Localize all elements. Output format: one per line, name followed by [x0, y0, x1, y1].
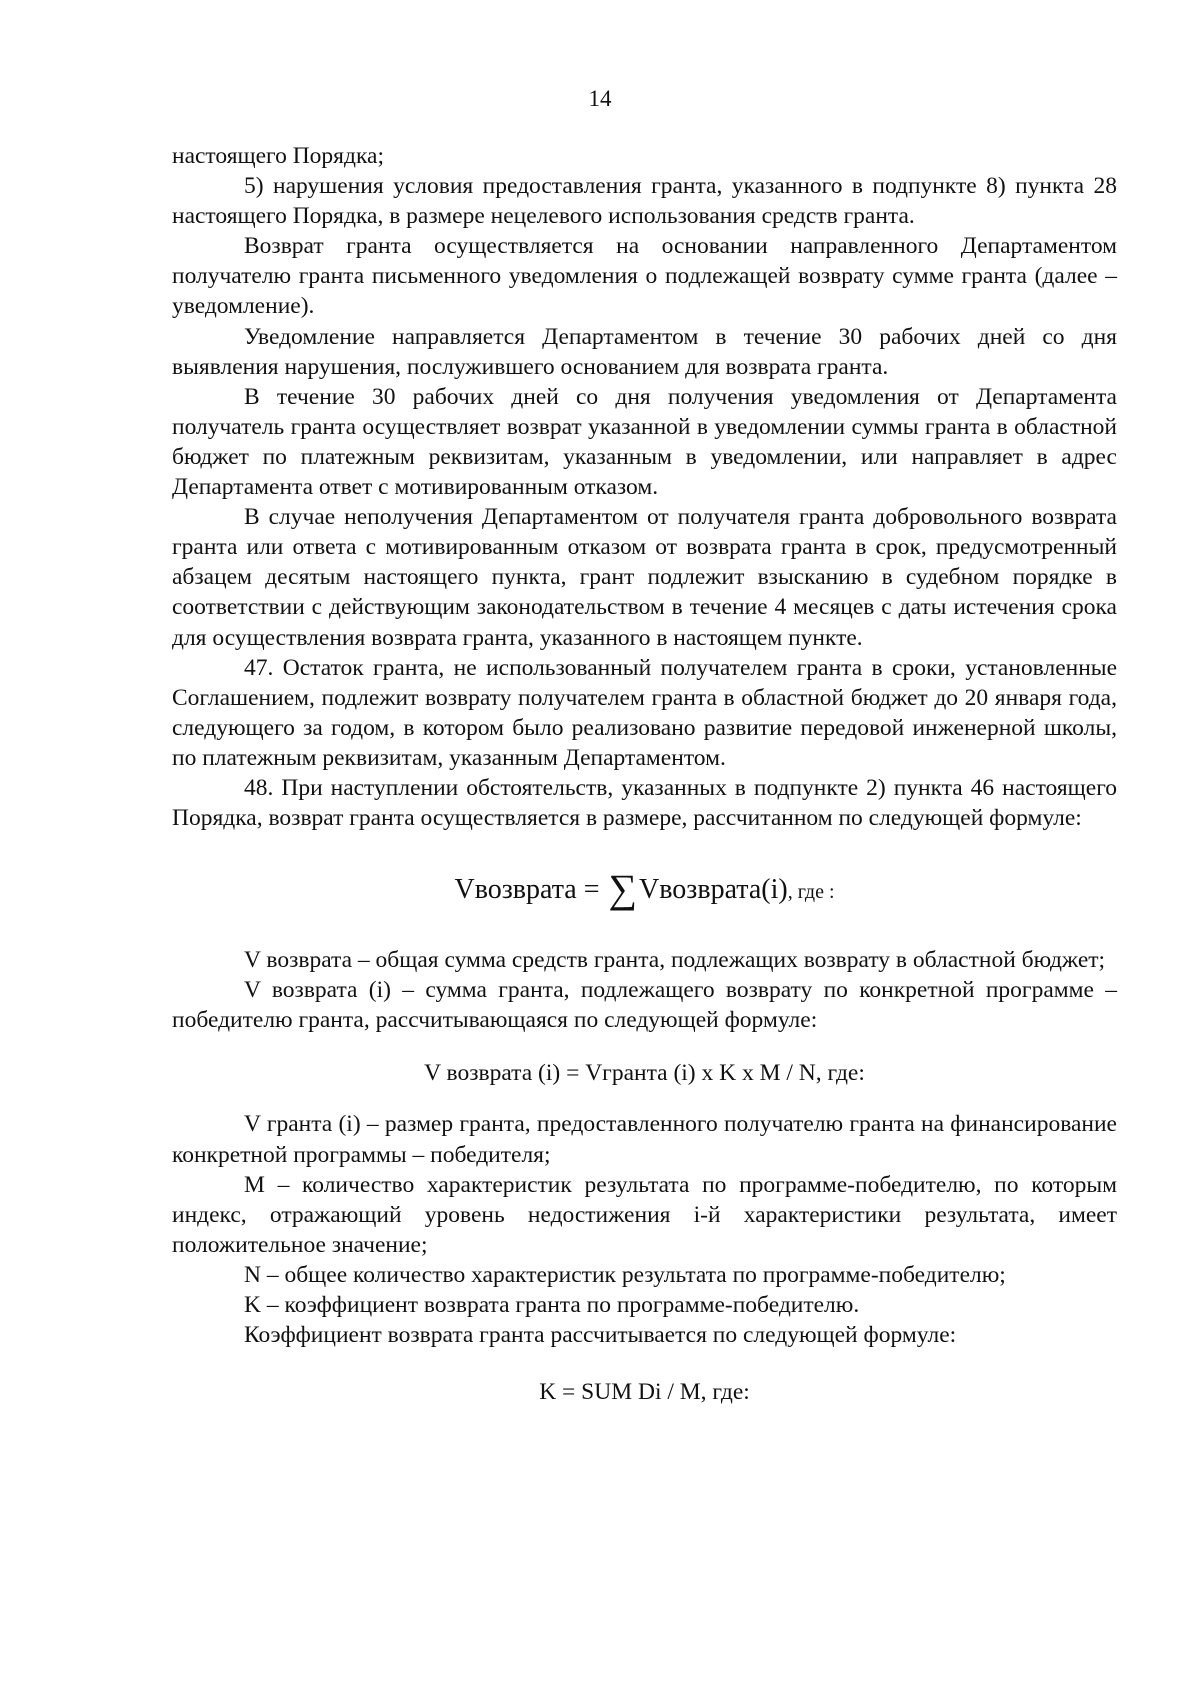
formula-return-i: V возврата (i) = Vгранта (i) x K x M / N, где: — [424, 1060, 865, 1087]
paragraph: M – количество характеристик результата по программе-победителю, по которым индекс, отражающий уровень недостижения i-й характеристики результата, имеет положительное значение; — [172, 1171, 1117, 1258]
paragraph: V гранта (i) – размер гранта, предоставленного получателю гранта на финансирование конкретной программы – победителя; — [172, 1111, 1117, 1168]
formula-coefficient-k: K = SUM Di / M, где: — [539, 1379, 750, 1406]
paragraph: Коэффициент возврата гранта рассчитывается по следующей формуле: — [244, 1322, 957, 1349]
sigma-symbol: ∑ — [608, 866, 638, 912]
formula-where: , где : — [787, 881, 835, 904]
paragraph: 48. При наступлении обстоятельств, указанных в подпункте 2) пункта 46 настоящего Порядка, возврат гранта осуществляется в размере, рассчитанном по следующей формуле: — [172, 774, 1117, 832]
formula-rhs: Vвозврата(i) — [639, 874, 788, 906]
paragraph: 47. Остаток гранта, не использованный получателем гранта в сроки, установленные Соглашением, подлежит возврату получателем гранта в областной бюджет до 20 января года, следующего за годом, в котором было реализовано развитие передовой инженерной школы, по платежным реквизитам, указанным Департаментом. — [172, 654, 1117, 771]
formula-equals: = — [583, 874, 600, 906]
document-body — [172, 141, 1117, 1408]
paragraph: В случае неполучения Департаментом от получателя гранта добровольного возврата гранта или ответа с мотивированным отказом от возврата гранта в срок, предусмотренный абзацем десятым настоящего пункта, грант подлежит взысканию в судебном порядке в соответствии с действующим законодательством в течение 4 месяцев с даты истечения срока для осуществления возврата гранта, указанного в настоящем пункте. — [172, 504, 1117, 651]
paragraph: V возврата – общая сумма средств гранта, подлежащих возврату в областной бюджет; — [244, 947, 1106, 974]
paragraph: V возврата (i) – сумма гранта, подлежащего возврату по конкретной программе – победителю гранта, рассчитывающаяся по следующей формуле: — [172, 977, 1117, 1034]
page-number: 14 — [588, 86, 612, 111]
formula-total-return — [172, 863, 1117, 915]
formula-lhs: Vвозврата — [454, 874, 577, 906]
paragraph: N – общее количество характеристик результата по программе-победителю; — [244, 1261, 1006, 1288]
paragraph: Возврат гранта осуществляется на основании направленного Департаментом получателю гранта письменного уведомления о подлежащей возврату сумме гранта (далее – уведомление). — [172, 233, 1117, 320]
paragraph: настоящего Порядка; — [172, 143, 384, 169]
paragraph: В течение 30 рабочих дней со дня получения уведомления от Департамента получатель гранта осуществляет возврат указанной в уведомлении суммы гранта в областной бюджет по платежным реквизитам, указанным в уведомлении, или направляет в адрес Департамента ответ с мотивированным отказом. — [172, 383, 1117, 501]
paragraph: 5) нарушения условия предоставления гранта, указанного в подпункте 8) пункта 28 настоящего Порядка, в размере нецелевого использования средств гранта. — [172, 173, 1117, 230]
paragraph: Уведомление направляется Департаментом в течение 30 рабочих дней со дня выявления нарушения, послужившего основанием для возврата гранта. — [172, 323, 1117, 380]
paragraph: K – коэффициент возврата гранта по программе-победителю. — [244, 1292, 860, 1318]
